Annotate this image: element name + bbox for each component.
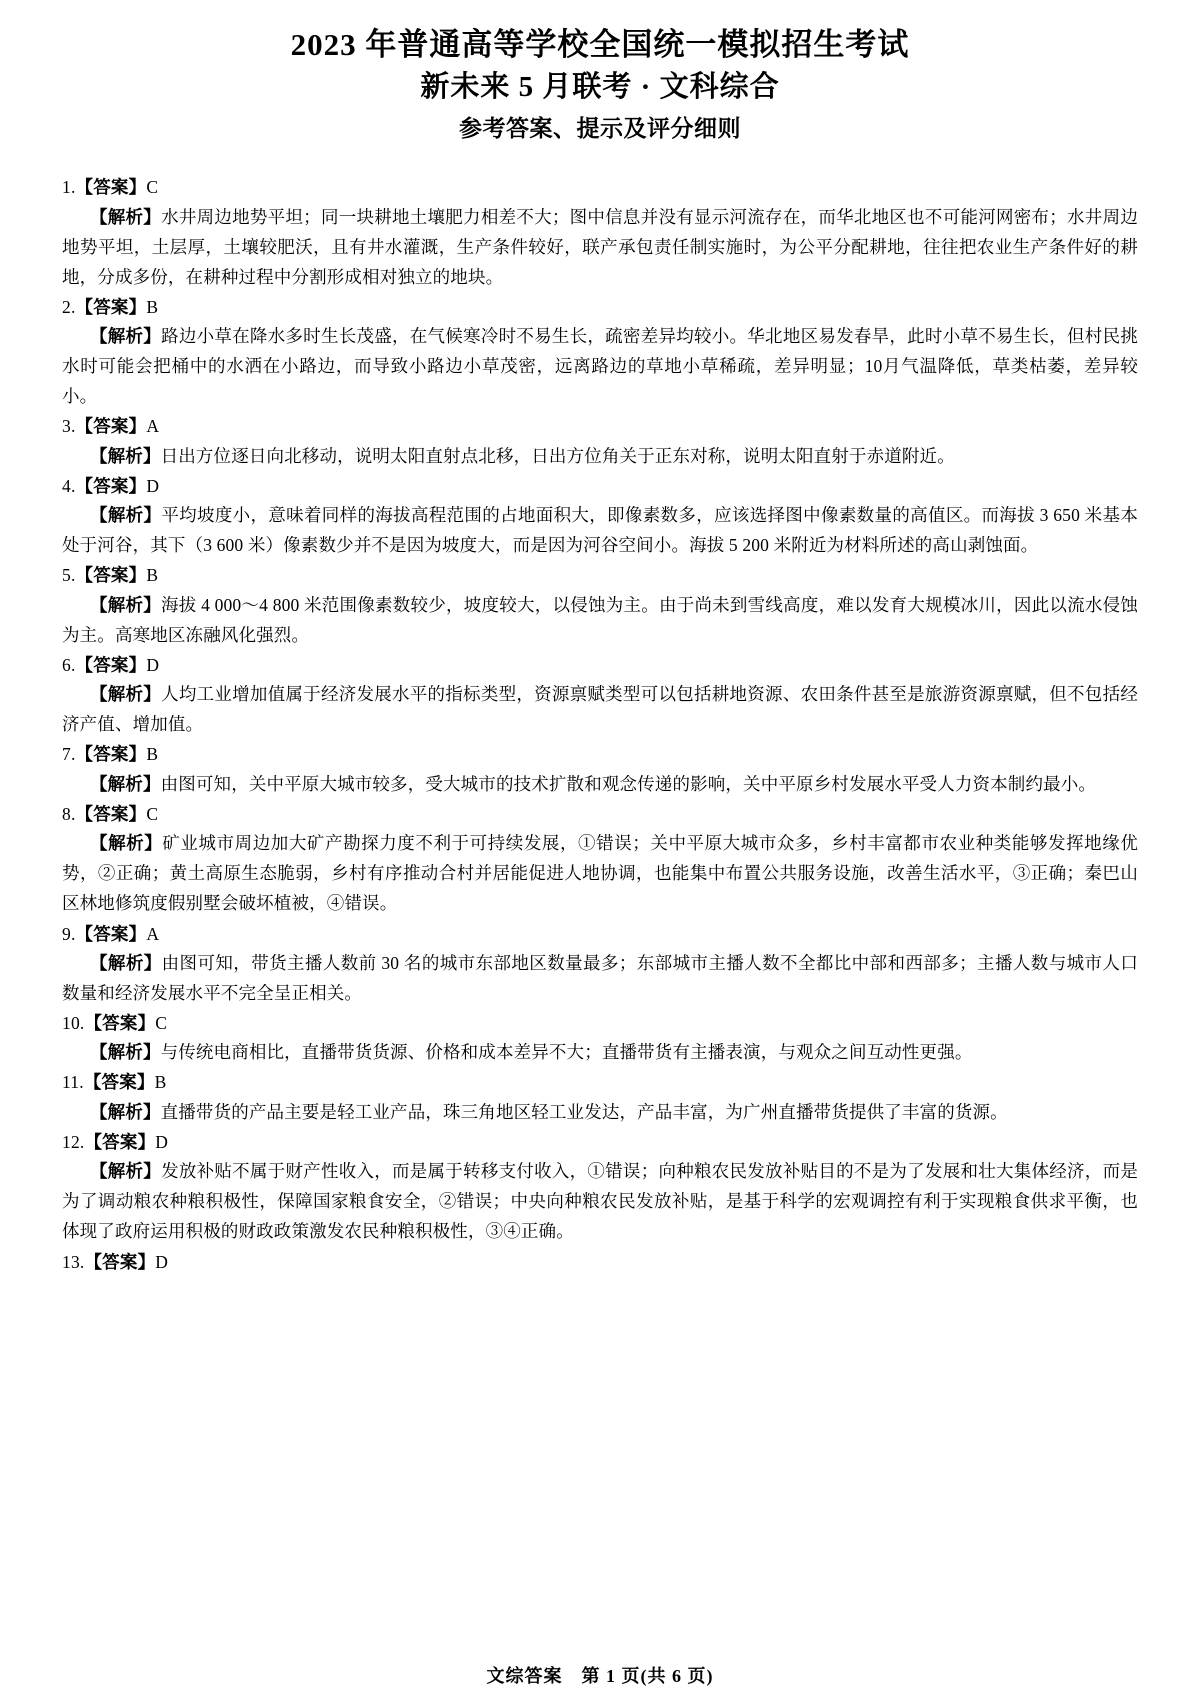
answer-line (62, 293, 1138, 321)
explanation-text: 发放补贴不属于财产性收入，而是属于转移支付收入，①错误；向种粮农民发放补贴目的不是为了发展和壮大集体经济，而是为了调动粮农种粮积极性，保障国家粮食安全，②错误；中央向种粮农民发放补贴，是基于科学的宏观调控有利于实现粮食供求平衡，也体现了政府运用积极的财政政策激发农民种粮积极性，③④正确。 (62, 1161, 1138, 1242)
question-number: 13. (62, 1251, 85, 1272)
answer-label: 【答案】 (75, 923, 147, 944)
answer-item (62, 412, 1138, 470)
answer-value: D (146, 654, 160, 675)
answer-label: 【答案】 (84, 1251, 156, 1272)
answer-label: 【答案】 (75, 296, 147, 317)
explanation-text: 水井周边地势平坦；同一块耕地土壤肥力相差不大；图中信息并没有显示河流存在，而华北地区也不可能河网密布；水井周边地势平坦，土层厚，土壤较肥沃，且有井水灌溉，生产条件较好，联产承包责任制实施时，为公平分配耕地，往往把农业生产条件好的耕地，分成多份，在耕种过程中分割形成相对独立的地块。 (62, 206, 1138, 287)
question-number: 6. (62, 654, 76, 675)
explanation-text: 日出方位逐日向北移动，说明太阳直射点北移，日出方位角关于正东对称，说明太阳直射于赤道附近。 (160, 445, 955, 466)
explanation-label: 【解析】 (90, 206, 162, 227)
page-section-title: 参考答案、提示及评分细则 (459, 115, 741, 141)
explanation-line (62, 828, 1138, 918)
explanation-label: 【解析】 (90, 1101, 161, 1122)
answer-value: A (146, 416, 160, 437)
answer-item (62, 920, 1138, 1009)
answer-item (62, 740, 1138, 798)
answer-value: D (155, 1131, 169, 1152)
answer-label: 【答案】 (84, 1131, 156, 1152)
question-number: 12. (62, 1131, 85, 1152)
explanation-label: 【解析】 (90, 1161, 162, 1182)
explanation-label: 【解析】 (90, 594, 161, 615)
answer-label: 【答案】 (75, 475, 147, 496)
explanation-line (62, 500, 1138, 560)
question-number: 4. (62, 475, 76, 496)
question-number: 1. (62, 177, 76, 198)
answer-label: 【答案】 (75, 744, 147, 765)
explanation-text: 由图可知，关中平原大城市较多，受大城市的技术扩散和观念传递的影响，关中平原乡村发展水平受人力资本制约最小。 (160, 773, 1097, 794)
answer-value: B (154, 1072, 167, 1093)
answer-line (62, 800, 1138, 828)
answer-item (62, 472, 1138, 561)
answer-item (62, 651, 1138, 740)
answer-label: 【答案】 (75, 177, 147, 198)
answer-value: B (146, 296, 159, 317)
answer-line (62, 1068, 1138, 1096)
explanation-label: 【解析】 (90, 833, 163, 854)
explanation-text: 直播带货的产品主要是轻工业产品，珠三角地区轻工业发达，产品丰富，为广州直播带货提供了丰富的货源。 (160, 1101, 1008, 1122)
answer-item (62, 1068, 1138, 1126)
answer-line (62, 173, 1138, 201)
explanation-line (62, 679, 1138, 739)
answer-item (62, 173, 1138, 292)
question-number: 5. (62, 565, 76, 586)
answer-label: 【答案】 (75, 654, 147, 675)
explanation-line (62, 769, 1138, 799)
answer-item (62, 1009, 1138, 1067)
explanation-line (62, 321, 1138, 411)
answer-label: 【答案】 (75, 416, 147, 437)
answer-line (62, 1128, 1138, 1156)
explanation-text: 平均坡度小，意味着同样的海拔高程范围的占地面积大，即像素数多，应该选择图中像素数量的高值区。而海拔 3 650 米基本处于河谷，其下（3 600 米）像素数少并不是因为坡度大，而是因为河谷空间小。海拔 5 200 米附近为材料所述的高山剥蚀面。 (62, 505, 1138, 556)
explanation-text: 矿业城市周边加大矿产勘探力度不利于可持续发展，①错误；关中平原大城市众多，乡村丰富都市农业种类能够发挥地缘优势，②正确；黄土高原生态脆弱，乡村有序推动合村并居能促进人地协调，也能集中布置公共服务设施，改善生活水平，③正确；秦巴山区林地修筑度假别墅会破坏植被，④错误。 (62, 833, 1138, 914)
explanation-line (62, 441, 1138, 471)
answer-value: C (155, 1013, 168, 1034)
answer-label: 【答案】 (83, 1072, 155, 1093)
page-header (62, 24, 1138, 145)
explanation-label: 【解析】 (90, 773, 161, 794)
explanation-label: 【解析】 (90, 952, 162, 973)
answer-line (62, 1248, 1138, 1276)
explanation-label: 【解析】 (90, 1042, 161, 1063)
answers-list (62, 173, 1138, 1276)
explanation-label: 【解析】 (90, 445, 161, 466)
explanation-line (62, 202, 1138, 292)
explanation-text: 人均工业增加值属于经济发展水平的指标类型，资源禀赋类型可以包括耕地资源、农田条件甚至是旅游资源禀赋，但不包括经济产值、增加值。 (62, 684, 1138, 735)
question-number: 9. (62, 923, 76, 944)
answer-value: B (146, 744, 159, 765)
answer-label: 【答案】 (75, 803, 147, 824)
question-number: 7. (62, 744, 76, 765)
answer-line (62, 561, 1138, 589)
explanation-text: 由图可知，带货主播人数前 30 名的城市东部地区数量最多；东部城市主播人数不全都比中部和西部多；主播人数与城市人口数量和经济发展水平不完全呈正相关。 (62, 952, 1138, 1003)
page-title: 2023 年普通高等学校全国统一模拟招生考试 (290, 27, 910, 62)
answer-line (62, 651, 1138, 679)
answer-line (62, 920, 1138, 948)
answer-item (62, 561, 1138, 650)
explanation-text: 路边小草在降水多时生长茂盛，在气候寒冷时不易生长，疏密差异均较小。华北地区易发春旱，此时小草不易生长，但村民挑水时可能会把桶中的水洒在小路边，而导致小路边小草茂密，远离路边的草地小草稀疏，差异明显；10月气温降低，草类枯萎，差异较小。 (62, 326, 1138, 407)
answer-value: B (146, 565, 159, 586)
answer-value: C (146, 177, 159, 198)
question-number: 10. (62, 1013, 85, 1034)
answer-line (62, 412, 1138, 440)
answer-value: D (146, 475, 160, 496)
answer-item (62, 1128, 1138, 1247)
answer-item (62, 1248, 1138, 1276)
explanation-line (62, 1156, 1138, 1246)
page-footer: 文综答案 第 1 页(共 6 页) (486, 1666, 714, 1686)
explanation-text: 海拔 4 000～4 800 米范围像素数较少，坡度较大，以侵蚀为主。由于尚未到雪线高度，难以发育大规模冰川，因此以流水侵蚀为主。高寒地区冻融风化强烈。 (62, 594, 1139, 645)
answer-item (62, 293, 1138, 412)
explanation-line (62, 590, 1138, 650)
answer-value: C (146, 803, 159, 824)
answer-line (62, 472, 1138, 500)
explanation-label: 【解析】 (90, 326, 162, 347)
answer-item (62, 800, 1138, 919)
explanation-text: 与传统电商相比，直播带货货源、价格和成本差异不大；直播带货有主播表演，与观众之间互动性更强。 (160, 1042, 973, 1063)
answer-value: D (155, 1251, 169, 1272)
answer-label: 【答案】 (75, 565, 147, 586)
explanation-line (62, 1037, 1138, 1067)
answer-line (62, 1009, 1138, 1037)
explanation-label: 【解析】 (90, 505, 162, 526)
question-number: 11. (62, 1072, 84, 1093)
page-subtitle: 新未来 5 月联考 · 文科综合 (420, 70, 780, 103)
question-number: 8. (62, 803, 76, 824)
answer-label: 【答案】 (84, 1013, 156, 1034)
answer-line (62, 740, 1138, 768)
explanation-label: 【解析】 (90, 684, 162, 705)
answer-value: A (146, 923, 160, 944)
explanation-line (62, 948, 1138, 1008)
question-number: 2. (62, 296, 76, 317)
question-number: 3. (62, 416, 76, 437)
explanation-line (62, 1097, 1138, 1127)
